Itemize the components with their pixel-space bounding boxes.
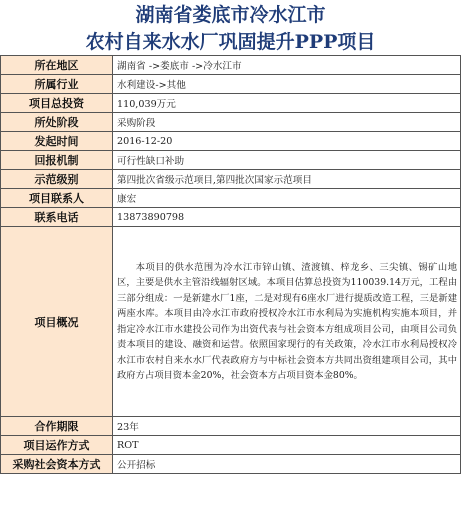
stage-label: 所处阶段 bbox=[1, 113, 113, 132]
table-row bbox=[1, 417, 461, 436]
procurement-method-value: 公开招标 bbox=[113, 455, 461, 474]
phone-label: 联系电话 bbox=[1, 208, 113, 227]
industry-value: 水利建设->其他 bbox=[113, 75, 461, 94]
industry-label: 所属行业 bbox=[1, 75, 113, 94]
overview-text: 本项目的供水范围为冷水江市锌山镇、渣渡镇、梓龙乡、三尖镇、锡矿山地区，主要是供水主管沿线辐射区域。本项目估算总投资为110039.14万元，工程由三部分组成：一是新建水厂1座，二是对现有6座水厂进行提质改造工程，三是新建两座水库。本项目由冷水江市政府授权冷水江市水利局为实施机构实施本项目，并指定冷水江市水建投公司作为出资代表与社会资本方组成项目公司，由项目公司负责本项目的建设、融资和运营。依照国家现行的有关政策，冷水江市水利局授权冷水江市农村自来水水厂代表政府方与中标社会资本方共同出资组建项目公司，其中政府方占项目资本金20%，社会资本方占项目资本金80%。 bbox=[113, 227, 461, 417]
table-row bbox=[1, 455, 461, 474]
table-row bbox=[1, 227, 461, 417]
return-mechanism-label: 回报机制 bbox=[1, 151, 113, 170]
stage-value: 采购阶段 bbox=[113, 113, 461, 132]
table-row bbox=[1, 94, 461, 113]
investment-value: 110,039万元 bbox=[113, 94, 461, 113]
overview-label: 项目概况 bbox=[1, 227, 113, 417]
table-row bbox=[1, 170, 461, 189]
return-mechanism-value: 可行性缺口补助 bbox=[113, 151, 461, 170]
table-row bbox=[1, 56, 461, 75]
title-line-1: 湖南省娄底市冷水江市 bbox=[135, 4, 326, 26]
term-label: 合作期限 bbox=[1, 417, 113, 436]
operation-mode-label: 项目运作方式 bbox=[1, 436, 113, 455]
investment-label: 项目总投资 bbox=[1, 94, 113, 113]
project-info-table bbox=[0, 55, 461, 474]
table-row bbox=[1, 189, 461, 208]
operation-mode-value: ROT bbox=[113, 436, 461, 455]
region-label: 所在地区 bbox=[1, 56, 113, 75]
procurement-method-label: 采购社会资本方式 bbox=[1, 455, 113, 474]
start-date-value: 2016-12-20 bbox=[113, 132, 461, 151]
term-value: 23年 bbox=[113, 417, 461, 436]
demo-level-value: 第四批次省级示范项目,第四批次国家示范项目 bbox=[113, 170, 461, 189]
demo-level-label: 示范级别 bbox=[1, 170, 113, 189]
table-row bbox=[1, 75, 461, 94]
phone-value: 13873890798 bbox=[113, 208, 461, 227]
page-title bbox=[0, 0, 461, 55]
table-row bbox=[1, 151, 461, 170]
contact-person-label: 项目联系人 bbox=[1, 189, 113, 208]
table-row bbox=[1, 132, 461, 151]
table-row bbox=[1, 208, 461, 227]
contact-person-value: 康宏 bbox=[113, 189, 461, 208]
title-line-2: 农村自来水水厂巩固提升PPP项目 bbox=[85, 31, 376, 53]
table-row bbox=[1, 113, 461, 132]
table-row bbox=[1, 436, 461, 455]
start-date-label: 发起时间 bbox=[1, 132, 113, 151]
region-value: 湖南省 ->娄底市 ->冷水江市 bbox=[113, 56, 461, 75]
